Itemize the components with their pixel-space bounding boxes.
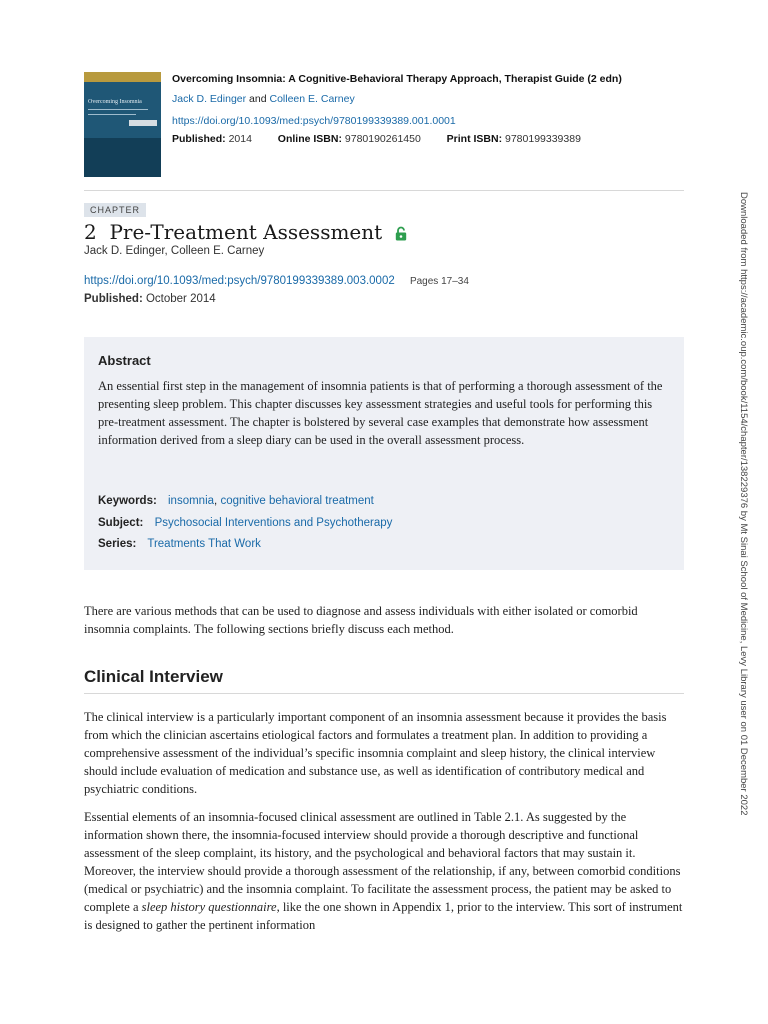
chapter-published-label: Published: — [84, 293, 143, 305]
book-doi — [172, 115, 456, 127]
subject-row — [98, 517, 392, 529]
abstract-text: An essential first step in the management of insomnia patients is that of performing a thorough assessment of the presenting sleep problem. This chapter discusses key assessment strategies and useful tools for performing this pre-treatment assessment. The chapter is bolstered by several case examples that demonstrate how assessment information derived from a sleep diary can be used in the overall assessment process. — [98, 379, 663, 447]
chapter-title — [84, 220, 407, 246]
emphasis-text: sleep history questionnaire — [141, 900, 277, 914]
body-paragraph: The clinical interview is a particularly important component of an insomnia assessment because it provides the basis from which the clinician ascertains etiological factors and formulates a treatment plan. In addition to providing a comprehensive assessment of the individual’s specific insomnia complaint and sleep history, the clinical interview should include evaluation of medication and substance use, as well as identification of contributory medical and psychiatric conditions. — [84, 710, 667, 796]
book-author-link[interactable]: Colleen E. Carney — [269, 93, 355, 105]
abstract-heading: Abstract — [98, 353, 151, 368]
keywords-row — [98, 495, 374, 507]
keyword-link[interactable]: insomnia — [168, 495, 215, 507]
chapter-authors: Jack D. Edinger, Colleen E. Carney — [84, 245, 265, 257]
body-text: , like the one shown in Appendix 1, prior to the interview. This sort of instrument is designed to gather the pertinent information — [84, 900, 683, 932]
book-authors — [172, 93, 355, 105]
series-row — [98, 538, 261, 550]
section-divider — [84, 693, 684, 694]
chapter-doi-link[interactable]: https://doi.org/10.1093/med:psych/9780199339389.003.0002 — [84, 275, 395, 287]
keyword-link[interactable]: cognitive behavioral treatment — [220, 495, 374, 507]
chapter-number: 2 — [84, 220, 97, 244]
print-isbn-label: Print ISBN: — [446, 133, 503, 145]
intro-paragraph: There are various methods that can be used to diagnose and assess individuals with either isolated or comorbid insomnia complaints. The following sections briefly discuss each method. — [84, 604, 638, 636]
book-metadata — [172, 133, 581, 145]
subject-link[interactable]: Psychosocial Interventions and Psychotherapy — [154, 517, 393, 529]
chapter-doi-row — [84, 275, 469, 287]
book-authors-and: and — [249, 93, 267, 105]
book-title[interactable]: Overcoming Insomnia: A Cognitive-Behavioral Therapy Approach, Therapist Guide (2 edn) — [172, 73, 622, 85]
chapter-published — [84, 293, 216, 305]
download-stamp — [738, 192, 756, 832]
open-access-lock-icon — [395, 222, 407, 246]
download-stamp-text: Downloaded from https://academic.oup.com/book/1154/chapter/138229376 by Mt Sinai School of Medicine, Levy Library user on 01 December 2022 — [738, 192, 749, 816]
series-label: Series: — [98, 538, 137, 550]
chapter-title-text: Pre-Treatment Assessment — [109, 220, 383, 244]
divider — [84, 190, 684, 191]
body-text: Essential elements of an insomnia-focused clinical assessment are outlined in Table 2.1. As suggested by the information shown there, the insomnia-focused interview should provide a thorough descriptive and functional assessment of the sleep complaint, its history, and the psychological and behavioral factors that may sustain it. Moreover, the interview should provide a thorough assessment of the relationship, if any, between comorbid conditions (medical or psychiatric) and the insomnia complaint. To facilitate the assessment process, the patient may be asked to complete a — [84, 810, 681, 914]
book-cover-title: Overcoming Insomnia — [88, 99, 142, 105]
book-published-label: Published: — [172, 133, 226, 145]
online-isbn: 9780190261450 — [344, 133, 421, 145]
subject-label: Subject: — [98, 517, 144, 529]
book-author-link[interactable]: Jack D. Edinger — [172, 93, 247, 105]
book-doi-link[interactable]: https://doi.org/10.1093/med:psych/9780199339389.001.0001 — [172, 115, 456, 127]
body-paragraph — [84, 808, 684, 934]
series-link[interactable]: Treatments That Work — [147, 538, 261, 550]
chapter-label: CHAPTER — [84, 203, 146, 217]
abstract-box — [84, 337, 684, 570]
chapter-published-date: October 2014 — [145, 293, 216, 305]
book-cover[interactable] — [84, 72, 161, 177]
keyword-separator: , — [214, 495, 218, 507]
section-heading: Clinical Interview — [84, 667, 223, 686]
chapter-pages: Pages 17–34 — [409, 276, 469, 287]
online-isbn-label: Online ISBN: — [277, 133, 342, 145]
book-published-year: 2014 — [228, 133, 252, 145]
keywords-label: Keywords: — [98, 495, 157, 507]
print-isbn: 9780199339389 — [505, 133, 581, 145]
